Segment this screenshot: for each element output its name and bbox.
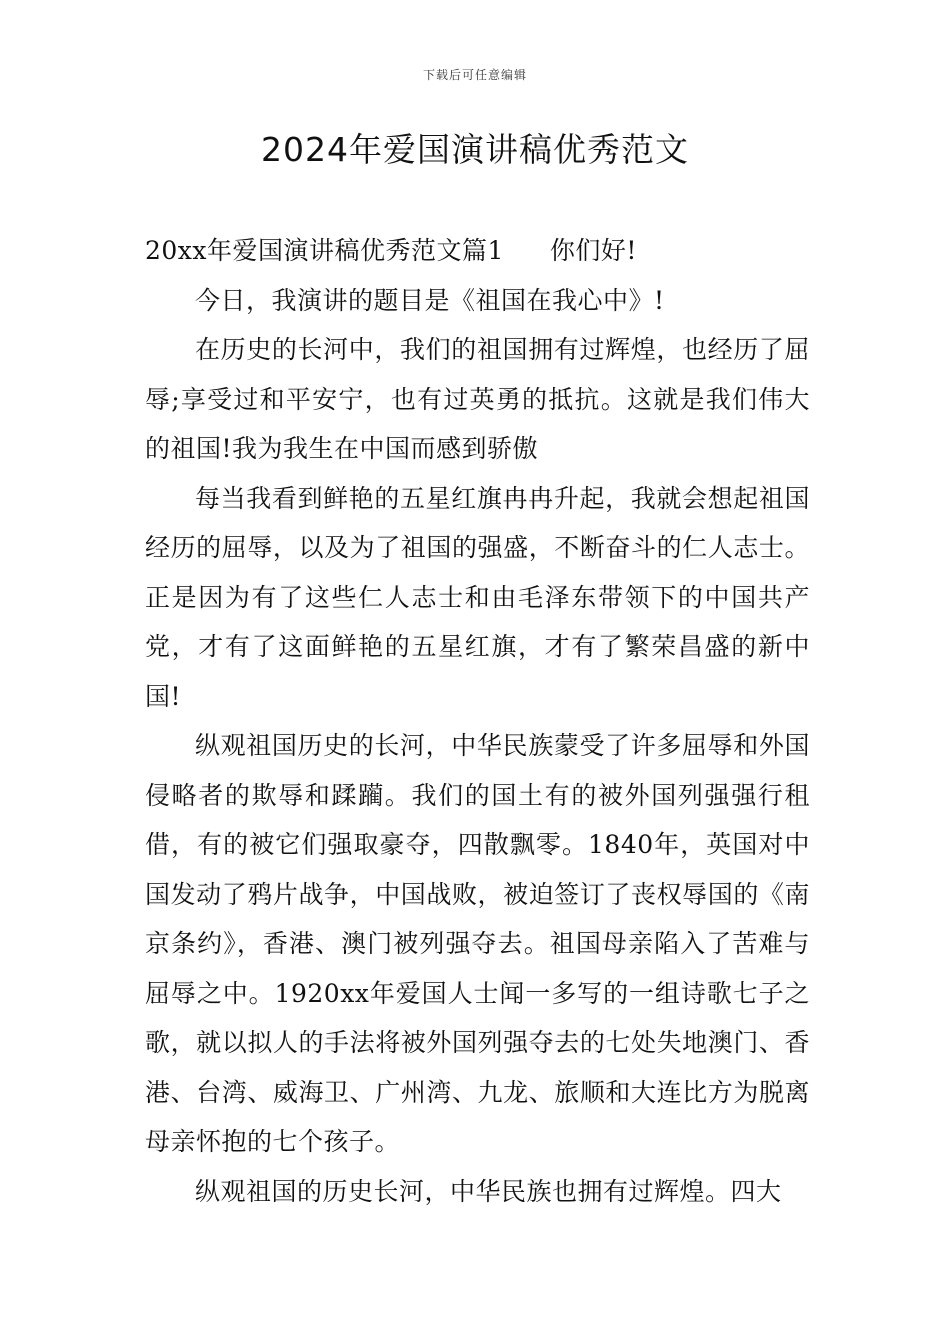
paragraph: 纵观祖国历史的长河，中华民族蒙受了许多屈辱和外国侵略者的欺辱和蹂躏。我们的国土有的被外国列强强行租借，有的被它们强取豪夺，四散飘零。1840年，英国对中国发动了鸦片战争，中国战败，被迫签订了丧权辱国的《南京条约》，香港、澳门被列强夺去。祖国母亲陷入了苦难与屈辱之中。1920xx年爱国人士闻一多写的一组诗歌七子之歌，就以拟人的手法将被外国列强夺去的七处失地澳门、香港、台湾、威海卫、广州湾、九龙、旅顺和大连比方为脱离母亲怀抱的七个孩子。	[145, 731, 810, 1156]
paragraph-first-line	[145, 226, 810, 276]
paragraph: 纵观祖国的历史长河，中华民族也拥有过辉煌。四大	[195, 1176, 782, 1206]
header-note: 下载后可任意编辑	[422, 68, 527, 82]
paragraph: 今日，我演讲的题目是《祖国在我心中》!	[195, 285, 665, 315]
paragraph: 每当我看到鲜艳的五星红旗冉冉升起，我就会想起祖国经历的屈辱，以及为了祖国的强盛，不断奋斗的仁人志士。正是因为有了这些仁人志士和由毛泽东带领下的中国共产党，才有了这面鲜艳的五星红旗，才有了繁荣昌盛的新中国!	[145, 483, 810, 711]
document-body	[145, 226, 810, 1216]
greeting: 你们好!	[549, 236, 637, 265]
paragraph: 在历史的长河中，我们的祖国拥有过辉煌，也经历了屈辱;享受过和平安宁，也有过英勇的抵抗。这就是我们伟大的祖国!我为我生在中国而感到骄傲	[145, 335, 810, 463]
document-title: 2024年爱国演讲稿优秀范文	[261, 130, 689, 169]
section-heading: 20xx年爱国演讲稿优秀范文篇1	[145, 236, 504, 265]
